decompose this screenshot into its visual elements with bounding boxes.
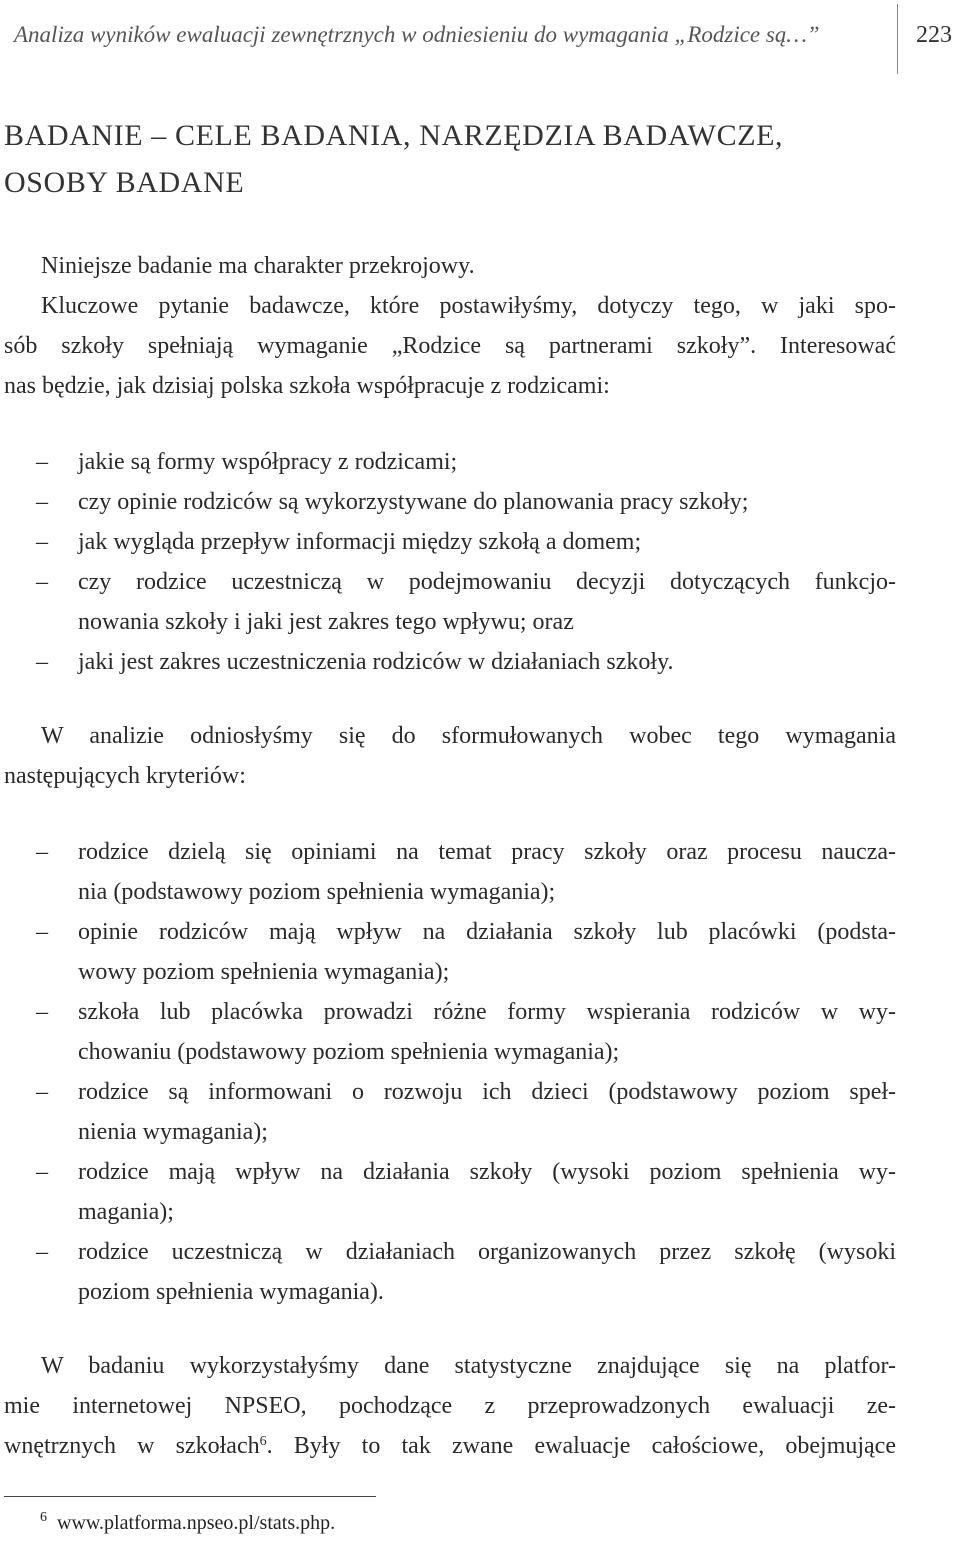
footnote-link[interactable]: www.platforma.npseo.pl/stats.php. (57, 1512, 336, 1534)
text-line: chowaniu (podstawowy poziom spełnienia wymagania); (78, 1039, 620, 1065)
text-line: rodzice mają wpływ na działania szkoły (wysoki poziom spełnienia wy- (78, 1159, 896, 1185)
dash-bullet: – (36, 529, 48, 555)
text-line: rodzice dzielą się opiniami na temat pracy szkoły oraz procesu naucza- (78, 839, 896, 865)
list-item (0, 442, 896, 482)
text-line: jaki jest zakres uczestniczenia rodziców w działaniach szkoły. (78, 649, 674, 675)
text-line: jak wygląda przepływ informacji między szkołą a domem; (78, 529, 642, 555)
text-line: poziom spełnienia wymagania). (78, 1279, 384, 1305)
text-line: nas będzie, jak dzisiaj polska szkoła współpracuje z rodzicami: (4, 373, 610, 399)
text-line: następujących kryteriów: (4, 763, 246, 789)
section-title-line: OSOBY BADANE (4, 166, 245, 199)
text-line: opinie rodziców mają wpływ na działania szkoły lub placówki (podsta- (78, 919, 896, 945)
dash-bullet: – (36, 1239, 48, 1265)
list-item (0, 1072, 896, 1152)
footnote-divider (4, 1496, 376, 1497)
list-item (0, 482, 896, 522)
text-line: W analizie odniosłyśmy się do sformułowanych wobec tego wymagania (41, 723, 896, 749)
text-line: szkoła lub placówka prowadzi różne formy wspierania rodziców w wy- (78, 999, 896, 1025)
research-questions-list (0, 442, 896, 682)
list-item (0, 1232, 896, 1312)
dash-bullet: – (36, 839, 48, 865)
footnote (40, 1512, 335, 1535)
list-item (0, 642, 896, 682)
list-item (0, 1152, 896, 1232)
text-segment: . Były to tak zwane ewaluacje całościowe, obejmujące (266, 1433, 896, 1459)
text-line: magania); (78, 1199, 174, 1225)
text-line: czy rodzice uczestniczą w podejmowaniu decyzji dotyczących funkcjo- (78, 569, 896, 595)
text-line: mie internetowej NPSEO, pochodzące z przeprowadzonych ewaluacji ze- (4, 1393, 896, 1419)
dash-bullet: – (36, 999, 48, 1025)
section-title-line: BADANIE – CELE BADANIA, NARZĘDZIA BADAWCZE, (4, 119, 784, 152)
list-item (0, 562, 896, 642)
dash-bullet: – (36, 569, 48, 595)
intro-paragraph (4, 246, 896, 406)
text-line: rodzice są informowani o rozwoju ich dzieci (podstawowy poziom speł- (78, 1079, 896, 1105)
text-line: czy opinie rodziców są wykorzystywane do planowania pracy szkoły; (78, 489, 749, 515)
criteria-list (0, 832, 896, 1312)
closing-paragraph (4, 1346, 896, 1466)
list-item (0, 992, 896, 1072)
page-number: 223 (916, 22, 952, 48)
dash-bullet: – (36, 489, 48, 515)
text-line: Niniejsze badanie ma charakter przekrojowy. (41, 253, 475, 279)
text-line: nia (podstawowy poziom spełnienia wymagania); (78, 879, 556, 905)
text-line: wowy poziom spełnienia wymagania); (78, 959, 450, 985)
header-divider (897, 4, 898, 74)
dash-bullet: – (36, 919, 48, 945)
text-segment: wnętrznych w szkołach (4, 1433, 260, 1459)
dash-bullet: – (36, 1079, 48, 1105)
section-title (4, 112, 904, 206)
text-line: rodzice uczestniczą w działaniach organizowanych przez szkołę (wysoki (78, 1239, 896, 1265)
text-line: W badaniu wykorzystałyśmy dane statystyczne znajdujące się na platfor- (41, 1353, 896, 1379)
text-line: nowania szkoły i jaki jest zakres tego wpływu; oraz (78, 609, 574, 635)
text-line: Kluczowe pytanie badawcze, które postawiłyśmy, dotyczy tego, w jaki spo- (41, 293, 896, 319)
running-header: Analiza wyników ewaluacji zewnętrznych w odniesieniu do wymagania „Rodzice są…” (14, 22, 820, 47)
dash-bullet: – (36, 1159, 48, 1185)
dash-bullet: – (36, 649, 48, 675)
text-line: jakie są formy współpracy z rodzicami; (78, 449, 458, 475)
analysis-paragraph (4, 716, 896, 796)
text-line (4, 1426, 896, 1466)
text-line: sób szkoły spełniają wymaganie „Rodzice są partnerami szkoły”. Interesować (4, 333, 896, 359)
list-item (0, 832, 896, 912)
list-item (0, 522, 896, 562)
footnote-number: 6 (40, 1510, 47, 1525)
footnote-reference[interactable]: 6 (259, 1434, 267, 1449)
list-item (0, 912, 896, 992)
text-line: nienia wymagania); (78, 1119, 268, 1145)
dash-bullet: – (36, 449, 48, 475)
